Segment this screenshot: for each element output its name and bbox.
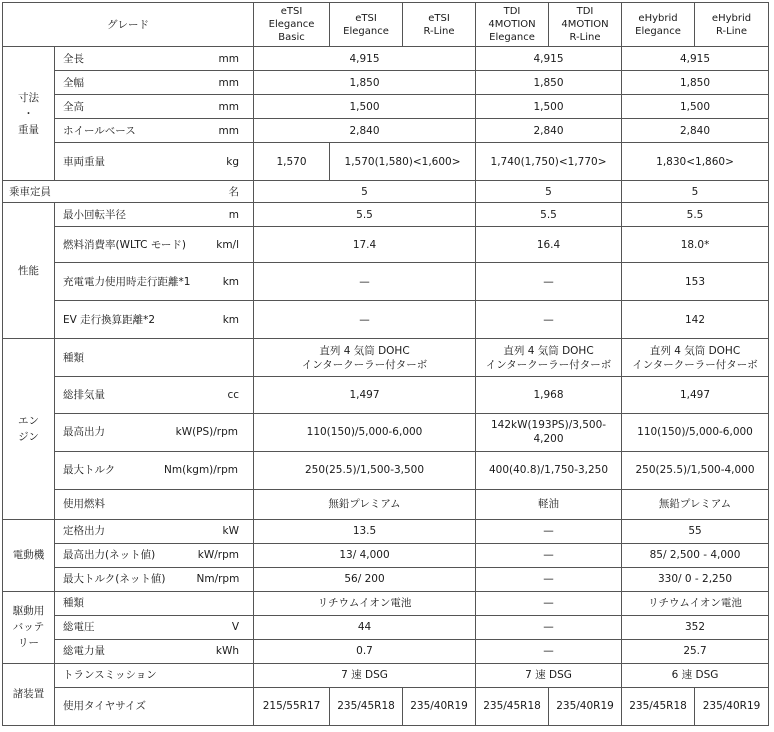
table-row	[3, 181, 769, 203]
value-ehybrid: 153	[622, 263, 769, 301]
grade-ehybrid-rline: eHybrid R-Line	[695, 3, 769, 47]
value-tdi: —	[476, 591, 622, 615]
row-label: ホイールベース	[55, 119, 194, 143]
row-unit: kg	[194, 143, 254, 181]
table-row	[3, 519, 769, 543]
value-tdi: 4,915	[476, 47, 622, 71]
row-unit: km	[194, 263, 254, 301]
row-label: 総排気量	[55, 377, 194, 413]
tire-tdi-elegance: 235/45R18	[476, 687, 549, 725]
section-motor: 電動機	[3, 519, 55, 591]
row-label: 種類	[55, 591, 254, 615]
value-ehybrid: 85/ 2,500 - 4,000	[622, 543, 769, 567]
value-tdi: 1,850	[476, 71, 622, 95]
tire-ehybrid-elegance: 235/45R18	[622, 687, 695, 725]
table-row	[3, 413, 769, 451]
value-ehybrid: 110(150)/5,000-6,000	[622, 413, 769, 451]
value-ehybrid: 4,915	[622, 47, 769, 71]
table-row	[3, 119, 769, 143]
value-ehybrid: 5.5	[622, 203, 769, 227]
value-ehybrid: 無鉛プレミアム	[622, 489, 769, 519]
value-tdi: 400(40.8)/1,750-3,250	[476, 451, 622, 489]
row-unit: mm	[194, 47, 254, 71]
value-tdi: 7 速 DSG	[476, 663, 622, 687]
value-etsi-basic: 1,570	[254, 143, 330, 181]
value-tdi: 1,968	[476, 377, 622, 413]
value-etsi: 13/ 4,000	[254, 543, 476, 567]
row-label: 最高出力(ネット値)	[55, 543, 194, 567]
value-etsi: 無鉛プレミアム	[254, 489, 476, 519]
row-label: 使用タイヤサイズ	[55, 687, 254, 725]
section-capacity: 乗車定員	[3, 181, 194, 203]
value-etsi: 17.4	[254, 227, 476, 263]
value-etsi: 13.5	[254, 519, 476, 543]
row-label: 最小回転半径	[55, 203, 194, 227]
value-ehybrid: リチウムイオン電池	[622, 591, 769, 615]
row-unit: mm	[194, 95, 254, 119]
value-tdi: 1,500	[476, 95, 622, 119]
value-etsi: 2,840	[254, 119, 476, 143]
row-unit: cc	[194, 377, 254, 413]
grade-etsi-elegance-basic: eTSI Elegance Basic	[254, 3, 330, 47]
row-unit: m	[194, 203, 254, 227]
value-tdi: 軽油	[476, 489, 622, 519]
row-unit: kW/rpm	[194, 543, 254, 567]
value-ehybrid: 1,500	[622, 95, 769, 119]
value-tdi: —	[476, 639, 622, 663]
value-tdi: —	[476, 263, 622, 301]
table-row	[3, 489, 769, 519]
row-unit: kW	[194, 519, 254, 543]
section-equipment: 諸装置	[3, 663, 55, 725]
table-row	[3, 227, 769, 263]
value-ehybrid: 55	[622, 519, 769, 543]
row-unit: kWh	[194, 639, 254, 663]
table-row	[3, 339, 769, 377]
table-row	[3, 95, 769, 119]
row-unit: 名	[194, 181, 254, 203]
value-tdi: 5	[476, 181, 622, 203]
row-label: 使用燃料	[55, 489, 254, 519]
value-tdi: —	[476, 543, 622, 567]
table-row	[3, 143, 769, 181]
value-tdi: 142kW(193PS)/3,500- 4,200	[476, 413, 622, 451]
value-etsi: 5	[254, 181, 476, 203]
value-etsi: 直列 4 気筒 DOHC インタークーラー付ターボ	[254, 339, 476, 377]
value-ehybrid: 330/ 0 - 2,250	[622, 567, 769, 591]
value-etsi: 1,850	[254, 71, 476, 95]
row-unit: kW(PS)/rpm	[175, 426, 239, 439]
value-tdi: 1,740(1,750)<1,770>	[476, 143, 622, 181]
tire-etsi-elegance-basic: 215/55R17	[254, 687, 330, 725]
tire-etsi-rline: 235/40R19	[403, 687, 476, 725]
table-row	[3, 263, 769, 301]
row-label: 種類	[55, 339, 254, 377]
grade-etsi-elegance: eTSI Elegance	[330, 3, 403, 47]
row-unit: mm	[194, 71, 254, 95]
row-unit: km/l	[194, 227, 254, 263]
table-row	[3, 451, 769, 489]
value-ehybrid: 1,850	[622, 71, 769, 95]
table-row	[3, 47, 769, 71]
row-label: 車両重量	[55, 143, 194, 181]
row-unit: Nm/rpm	[194, 567, 254, 591]
value-tdi: —	[476, 301, 622, 339]
value-etsi: 1,570(1,580)<1,600>	[330, 143, 476, 181]
value-ehybrid: 18.0*	[622, 227, 769, 263]
row-label: 全長	[55, 47, 194, 71]
section-engine: エン ジン	[3, 339, 55, 519]
value-tdi: 16.4	[476, 227, 622, 263]
value-ehybrid: 250(25.5)/1,500-4,000	[622, 451, 769, 489]
row-label-with-unit	[55, 413, 254, 451]
row-label: 充電電力使用時走行距離*1	[55, 263, 194, 301]
tire-ehybrid-rline: 235/40R19	[695, 687, 769, 725]
header-row	[3, 3, 769, 47]
table-row	[3, 301, 769, 339]
value-tdi: —	[476, 615, 622, 639]
value-ehybrid: 1,830<1,860>	[622, 143, 769, 181]
row-label: 全幅	[55, 71, 194, 95]
table-row	[3, 71, 769, 95]
value-etsi: リチウムイオン電池	[254, 591, 476, 615]
value-ehybrid: 2,840	[622, 119, 769, 143]
row-unit: mm	[194, 119, 254, 143]
row-unit: Nm(kgm)/rpm	[164, 464, 239, 477]
value-tdi: —	[476, 567, 622, 591]
value-etsi: 0.7	[254, 639, 476, 663]
table-row	[3, 615, 769, 639]
value-ehybrid: 352	[622, 615, 769, 639]
value-etsi: 5.5	[254, 203, 476, 227]
row-label: 最高出力	[63, 426, 105, 439]
tire-etsi-elegance: 235/45R18	[330, 687, 403, 725]
table-row	[3, 377, 769, 413]
table-row	[3, 591, 769, 615]
row-label: 最大トルク(ネット値)	[55, 567, 194, 591]
row-label: 燃料消費率(WLTC モード)	[55, 227, 194, 263]
spec-sheet	[2, 2, 768, 726]
row-label-with-unit	[55, 451, 254, 489]
row-label: 定格出力	[55, 519, 194, 543]
table-row	[3, 687, 769, 725]
value-ehybrid: 142	[622, 301, 769, 339]
row-label: 総電力量	[55, 639, 194, 663]
value-tdi: —	[476, 519, 622, 543]
row-label: トランスミッション	[55, 663, 254, 687]
value-etsi: 4,915	[254, 47, 476, 71]
value-etsi: 56/ 200	[254, 567, 476, 591]
value-tdi: 2,840	[476, 119, 622, 143]
section-performance: 性能	[3, 203, 55, 339]
row-label: EV 走行換算距離*2	[55, 301, 194, 339]
table-row	[3, 567, 769, 591]
grade-etsi-rline: eTSI R-Line	[403, 3, 476, 47]
value-etsi: 44	[254, 615, 476, 639]
grade-ehybrid-elegance: eHybrid Elegance	[622, 3, 695, 47]
row-label: 総電圧	[55, 615, 194, 639]
value-etsi: —	[254, 301, 476, 339]
row-label: 全高	[55, 95, 194, 119]
value-etsi: 110(150)/5,000-6,000	[254, 413, 476, 451]
value-etsi: 1,500	[254, 95, 476, 119]
section-dimensions: 寸法 ・ 重量	[3, 47, 55, 181]
spec-table	[2, 2, 769, 726]
value-ehybrid: 直列 4 気筒 DOHC インタークーラー付ターボ	[622, 339, 769, 377]
value-etsi: 1,497	[254, 377, 476, 413]
row-unit: V	[194, 615, 254, 639]
grade-tdi-rline: TDI 4MOTION R-Line	[549, 3, 622, 47]
table-row	[3, 203, 769, 227]
value-ehybrid: 25.7	[622, 639, 769, 663]
value-etsi: —	[254, 263, 476, 301]
table-row	[3, 639, 769, 663]
tire-tdi-rline: 235/40R19	[549, 687, 622, 725]
value-etsi: 250(25.5)/1,500-3,500	[254, 451, 476, 489]
value-ehybrid: 1,497	[622, 377, 769, 413]
row-unit: km	[194, 301, 254, 339]
value-ehybrid: 6 速 DSG	[622, 663, 769, 687]
section-battery: 駆動用 バッテ リー	[3, 591, 55, 663]
value-ehybrid: 5	[622, 181, 769, 203]
grade-tdi-elegance: TDI 4MOTION Elegance	[476, 3, 549, 47]
table-row	[3, 543, 769, 567]
value-etsi: 7 速 DSG	[254, 663, 476, 687]
grade-label: グレード	[3, 3, 254, 47]
table-row	[3, 663, 769, 687]
row-label: 最大トルク	[63, 464, 116, 477]
value-tdi: 5.5	[476, 203, 622, 227]
value-tdi: 直列 4 気筒 DOHC インタークーラー付ターボ	[476, 339, 622, 377]
